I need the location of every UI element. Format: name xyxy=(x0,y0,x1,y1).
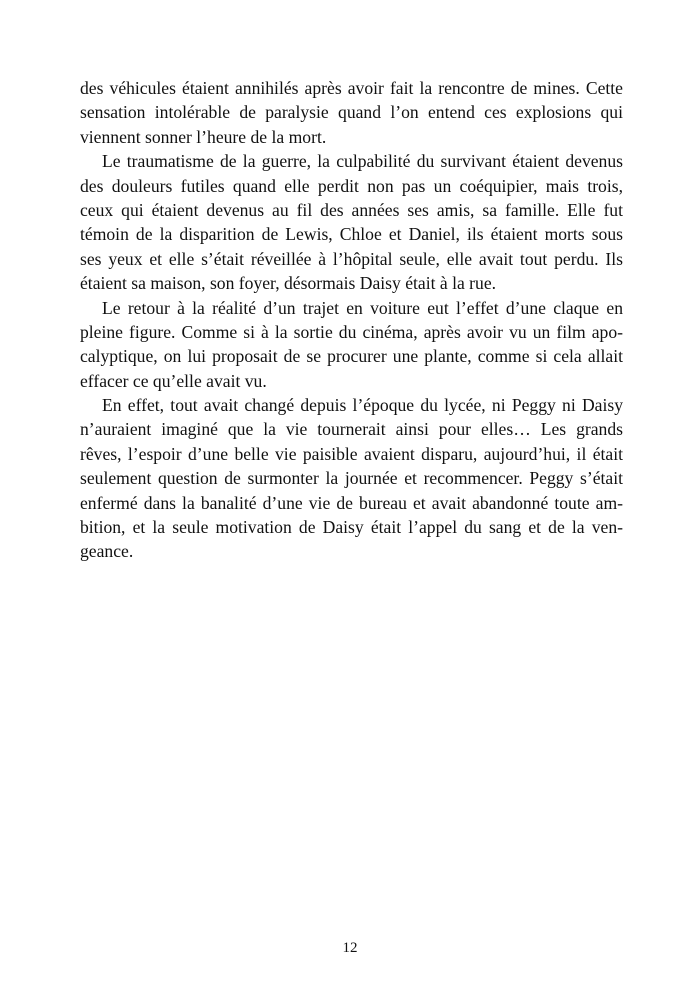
text-line: En effet, tout avait changé depuis l’époque du lycée, ni Peggy ni Daisy xyxy=(102,395,623,416)
text-line: n’auraient imaginé que la vie tournerait ainsi pour elles… Les grands xyxy=(80,419,623,440)
text-line: ses yeux et elle s’était réveillée à l’hôpital seule, elle avait tout perdu. Ils xyxy=(80,248,623,269)
text-line: geance. xyxy=(80,541,134,562)
text-line: sensation intolérable de paralysie quand l’on entend ces explosions qui xyxy=(80,102,623,123)
text-line: des véhicules étaient annihilés après avoir fait la rencontre de mines. Cette xyxy=(80,78,623,98)
page-number: 12 xyxy=(342,940,358,956)
text-line: pleine figure. Comme si à la sortie du cinéma, après avoir vu un film apo- xyxy=(80,321,623,342)
text-line: Le traumatisme de la guerre, la culpabilité du survivant étaient devenus xyxy=(102,151,623,172)
text-line: Le retour à la réalité d’un trajet en voiture eut l’effet d’une claque en xyxy=(102,297,623,318)
text-line: effacer ce qu’elle avait vu. xyxy=(80,370,267,391)
text-line: des douleurs futiles quand elle perdit non pas un coéquipier, mais trois, xyxy=(80,175,623,196)
text-line: bition, et la seule motivation de Daisy était l’appel du sang et de la ven- xyxy=(80,517,623,538)
text-line: témoin de la disparition de Lewis, Chloe et Daniel, ils étaient morts sous xyxy=(80,224,623,245)
text-line: étaient sa maison, son foyer, désormais Daisy était à la rue. xyxy=(80,273,497,294)
text-line: seulement question de surmonter la journée et recommencer. Peggy s’était xyxy=(80,468,623,489)
text-line: ceux qui étaient devenus au fil des années ses amis, sa famille. Elle fut xyxy=(80,199,623,220)
body-text xyxy=(80,76,623,564)
text-line: viennent sonner l’heure de la mort. xyxy=(80,126,327,147)
text-line: enfermé dans la banalité d’une vie de bureau et avait abandonné toute am- xyxy=(80,492,623,513)
text-line: calyptique, on lui proposait de se procurer une plante, comme si cela allait xyxy=(80,346,623,367)
text-line: rêves, l’espoir d’une belle vie paisible avaient disparu, aujourd’hui, il était xyxy=(80,443,623,464)
